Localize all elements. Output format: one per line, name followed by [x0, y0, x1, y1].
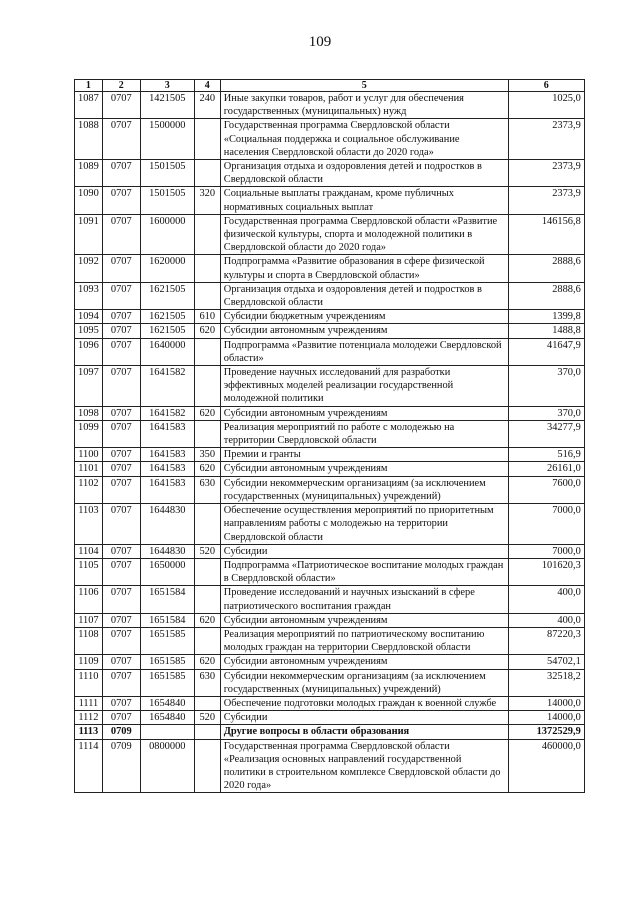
- item-name: Субсидии автономным учреждениям: [220, 655, 508, 669]
- item-name: Организация отдыха и оздоровления детей и подростков в Свердловской области: [220, 282, 508, 309]
- item-name: Реализация мероприятий по патриотическому воспитанию молодых граждан на территории Свердловской области: [220, 627, 508, 654]
- header-col-5: 5: [220, 80, 508, 92]
- amount: 7600,0: [508, 476, 584, 503]
- section-code: 0707: [102, 119, 140, 160]
- item-name: Подпрограмма «Патриотическое воспитание молодых граждан в Свердловской области»: [220, 558, 508, 585]
- row-number: 1097: [75, 366, 103, 407]
- expense-type-code: 520: [194, 544, 220, 558]
- table-row: [75, 255, 585, 282]
- article-code: 1421505: [140, 92, 194, 119]
- article-code: 1501505: [140, 160, 194, 187]
- section-code: 0707: [102, 366, 140, 407]
- amount: 400,0: [508, 586, 584, 613]
- section-code: 0707: [102, 448, 140, 462]
- amount: 87220,3: [508, 627, 584, 654]
- amount: 32518,2: [508, 669, 584, 696]
- expense-type-code: [194, 504, 220, 545]
- item-name: Государственная программа Свердловской области «Реализация основных направлений государственной политики в строительном комплексе Свердловской области до 2020 года»: [220, 739, 508, 793]
- table-row: [75, 92, 585, 119]
- table-row: [75, 544, 585, 558]
- table-row: [75, 310, 585, 324]
- section-code: 0709: [102, 739, 140, 793]
- amount: 7000,0: [508, 544, 584, 558]
- header-col-2: 2: [102, 80, 140, 92]
- expense-type-code: [194, 119, 220, 160]
- section-code: 0707: [102, 627, 140, 654]
- table-row: [75, 669, 585, 696]
- section-code: 0707: [102, 214, 140, 255]
- row-number: 1114: [75, 739, 103, 793]
- amount: 14000,0: [508, 711, 584, 725]
- expense-type-code: 240: [194, 92, 220, 119]
- section-code: 0707: [102, 711, 140, 725]
- expense-type-code: 620: [194, 655, 220, 669]
- row-number: 1110: [75, 669, 103, 696]
- table-row: [75, 613, 585, 627]
- item-name: Государственная программа Свердловской области «Социальная поддержка и социальное обслуживание населения Свердловской области до 2020 года»: [220, 119, 508, 160]
- table-row: [75, 324, 585, 338]
- section-code: 0709: [102, 725, 140, 739]
- expense-type-code: 350: [194, 448, 220, 462]
- item-name: Субсидии бюджетным учреждениям: [220, 310, 508, 324]
- article-code: 1641582: [140, 406, 194, 420]
- article-code: 1641583: [140, 476, 194, 503]
- row-number: 1087: [75, 92, 103, 119]
- row-number: 1089: [75, 160, 103, 187]
- page-number: 109: [308, 34, 332, 50]
- amount: 1372529,9: [508, 725, 584, 739]
- table-body: [75, 92, 585, 793]
- row-number: 1096: [75, 338, 103, 365]
- expense-type-code: 630: [194, 669, 220, 696]
- article-code: 1621505: [140, 282, 194, 309]
- amount: 1025,0: [508, 92, 584, 119]
- item-name: Субсидии: [220, 544, 508, 558]
- section-code: 0707: [102, 696, 140, 710]
- item-name: Реализация мероприятий по работе с молодежью на территории Свердловской области: [220, 420, 508, 447]
- section-code: 0707: [102, 558, 140, 585]
- amount: 41647,9: [508, 338, 584, 365]
- row-number: 1105: [75, 558, 103, 585]
- row-number: 1112: [75, 711, 103, 725]
- table-row: [75, 696, 585, 710]
- section-code: 0707: [102, 669, 140, 696]
- article-code: [140, 725, 194, 739]
- section-code: 0707: [102, 338, 140, 365]
- article-code: 1620000: [140, 255, 194, 282]
- amount: 2373,9: [508, 119, 584, 160]
- expense-type-code: 620: [194, 324, 220, 338]
- article-code: 1600000: [140, 214, 194, 255]
- expense-type-code: [194, 255, 220, 282]
- row-number: 1104: [75, 544, 103, 558]
- table-row: [75, 420, 585, 447]
- amount: 2888,6: [508, 282, 584, 309]
- article-code: 1640000: [140, 338, 194, 365]
- table-row: [75, 739, 585, 793]
- section-code: 0707: [102, 310, 140, 324]
- table-row: [75, 119, 585, 160]
- expense-type-code: [194, 739, 220, 793]
- article-code: 1654840: [140, 696, 194, 710]
- item-name: Субсидии некоммерческим организациям (за исключением государственных (муниципальных) учреждений): [220, 669, 508, 696]
- table-row: [75, 214, 585, 255]
- article-code: 1621505: [140, 310, 194, 324]
- item-name: Субсидии некоммерческим организациям (за исключением государственных (муниципальных) учреждений): [220, 476, 508, 503]
- item-name: Организация отдыха и оздоровления детей и подростков в Свердловской области: [220, 160, 508, 187]
- expense-type-code: [194, 420, 220, 447]
- table-row: [75, 586, 585, 613]
- row-number: 1090: [75, 187, 103, 214]
- item-name: Обеспечение осуществления мероприятий по приоритетным направлениям работы с молодежью на территории Свердловской области: [220, 504, 508, 545]
- row-number: 1108: [75, 627, 103, 654]
- table-row: [75, 448, 585, 462]
- item-name: Проведение научных исследований для разработки эффективных моделей реализации государственной молодежной политики: [220, 366, 508, 407]
- amount: 1399,8: [508, 310, 584, 324]
- amount: 2373,9: [508, 187, 584, 214]
- expense-type-code: 620: [194, 406, 220, 420]
- expense-type-code: [194, 160, 220, 187]
- amount: 2373,9: [508, 160, 584, 187]
- expense-type-code: 520: [194, 711, 220, 725]
- table-row: [75, 187, 585, 214]
- article-code: 1500000: [140, 119, 194, 160]
- article-code: 1641583: [140, 462, 194, 476]
- article-code: 1641583: [140, 420, 194, 447]
- section-code: 0707: [102, 655, 140, 669]
- amount: 7000,0: [508, 504, 584, 545]
- row-number: 1099: [75, 420, 103, 447]
- article-code: 0800000: [140, 739, 194, 793]
- row-number: 1103: [75, 504, 103, 545]
- header-row: [75, 80, 585, 92]
- article-code: 1651585: [140, 655, 194, 669]
- table-row: [75, 462, 585, 476]
- expense-type-code: [194, 558, 220, 585]
- section-code: 0707: [102, 406, 140, 420]
- row-number: 1098: [75, 406, 103, 420]
- table-row: [75, 338, 585, 365]
- header-col-6: 6: [508, 80, 584, 92]
- budget-table: [74, 79, 585, 793]
- article-code: 1621505: [140, 324, 194, 338]
- section-code: 0707: [102, 462, 140, 476]
- article-code: 1651585: [140, 669, 194, 696]
- section-code: 0707: [102, 282, 140, 309]
- item-name: Субсидии автономным учреждениям: [220, 462, 508, 476]
- amount: 1488,8: [508, 324, 584, 338]
- section-code: 0707: [102, 544, 140, 558]
- amount: 370,0: [508, 366, 584, 407]
- amount: 101620,3: [508, 558, 584, 585]
- row-number: 1109: [75, 655, 103, 669]
- section-code: 0707: [102, 613, 140, 627]
- row-number: 1093: [75, 282, 103, 309]
- amount: 54702,1: [508, 655, 584, 669]
- article-code: 1651585: [140, 627, 194, 654]
- expense-type-code: [194, 725, 220, 739]
- amount: 516,9: [508, 448, 584, 462]
- row-number: 1094: [75, 310, 103, 324]
- expense-type-code: [194, 214, 220, 255]
- table-row: [75, 711, 585, 725]
- item-name: Другие вопросы в области образования: [220, 725, 508, 739]
- section-code: 0707: [102, 420, 140, 447]
- item-name: Государственная программа Свердловской области «Развитие физической культуры, спорта и молодежной политики в Свердловской области до 2020 года»: [220, 214, 508, 255]
- table-row: [75, 627, 585, 654]
- row-number: 1111: [75, 696, 103, 710]
- amount: 26161,0: [508, 462, 584, 476]
- table-row: [75, 655, 585, 669]
- item-name: Социальные выплаты гражданам, кроме публичных нормативных социальных выплат: [220, 187, 508, 214]
- article-code: 1651584: [140, 613, 194, 627]
- table-row: [75, 282, 585, 309]
- expense-type-code: [194, 696, 220, 710]
- expense-type-code: 610: [194, 310, 220, 324]
- expense-type-code: [194, 586, 220, 613]
- expense-type-code: 320: [194, 187, 220, 214]
- section-code: 0707: [102, 476, 140, 503]
- item-name: Премии и гранты: [220, 448, 508, 462]
- row-number: 1095: [75, 324, 103, 338]
- article-code: 1654840: [140, 711, 194, 725]
- table-row: [75, 406, 585, 420]
- amount: 14000,0: [508, 696, 584, 710]
- article-code: 1644830: [140, 504, 194, 545]
- article-code: 1641583: [140, 448, 194, 462]
- article-code: 1501505: [140, 187, 194, 214]
- expense-type-code: 630: [194, 476, 220, 503]
- article-code: 1651584: [140, 586, 194, 613]
- row-number: 1088: [75, 119, 103, 160]
- section-code: 0707: [102, 92, 140, 119]
- row-number: 1113: [75, 725, 103, 739]
- amount: 2888,6: [508, 255, 584, 282]
- row-number: 1101: [75, 462, 103, 476]
- header-col-4: 4: [194, 80, 220, 92]
- item-name: Субсидии автономным учреждениям: [220, 406, 508, 420]
- item-name: Подпрограмма «Развитие потенциала молодежи Свердловской области»: [220, 338, 508, 365]
- item-name: Проведение исследований и научных изысканий в сфере патриотического воспитания граждан: [220, 586, 508, 613]
- row-number: 1091: [75, 214, 103, 255]
- expense-type-code: 620: [194, 613, 220, 627]
- expense-type-code: [194, 282, 220, 309]
- table-row: [75, 160, 585, 187]
- row-number: 1102: [75, 476, 103, 503]
- amount: 146156,8: [508, 214, 584, 255]
- amount: 400,0: [508, 613, 584, 627]
- section-code: 0707: [102, 504, 140, 545]
- amount: 460000,0: [508, 739, 584, 793]
- table-row: [75, 504, 585, 545]
- item-name: Субсидии автономным учреждениям: [220, 613, 508, 627]
- expense-type-code: [194, 338, 220, 365]
- row-number: 1107: [75, 613, 103, 627]
- table-row: [75, 558, 585, 585]
- article-code: 1644830: [140, 544, 194, 558]
- item-name: Подпрограмма «Развитие образования в сфере физической культуры и спорта в Свердловской области»: [220, 255, 508, 282]
- item-name: Иные закупки товаров, работ и услуг для обеспечения государственных (муниципальных) нужд: [220, 92, 508, 119]
- row-number: 1092: [75, 255, 103, 282]
- article-code: 1641582: [140, 366, 194, 407]
- item-name: Обеспечение подготовки молодых граждан к военной службе: [220, 696, 508, 710]
- table-row: [75, 366, 585, 407]
- section-code: 0707: [102, 160, 140, 187]
- item-name: Субсидии автономным учреждениям: [220, 324, 508, 338]
- expense-type-code: [194, 366, 220, 407]
- amount: 370,0: [508, 406, 584, 420]
- row-number: 1106: [75, 586, 103, 613]
- section-code: 0707: [102, 324, 140, 338]
- amount: 34277,9: [508, 420, 584, 447]
- table-row: [75, 725, 585, 739]
- expense-type-code: [194, 627, 220, 654]
- table-row: [75, 476, 585, 503]
- header-col-1: 1: [75, 80, 103, 92]
- section-code: 0707: [102, 255, 140, 282]
- section-code: 0707: [102, 187, 140, 214]
- section-code: 0707: [102, 586, 140, 613]
- header-col-3: 3: [140, 80, 194, 92]
- item-name: Субсидии: [220, 711, 508, 725]
- expense-type-code: 620: [194, 462, 220, 476]
- article-code: 1650000: [140, 558, 194, 585]
- row-number: 1100: [75, 448, 103, 462]
